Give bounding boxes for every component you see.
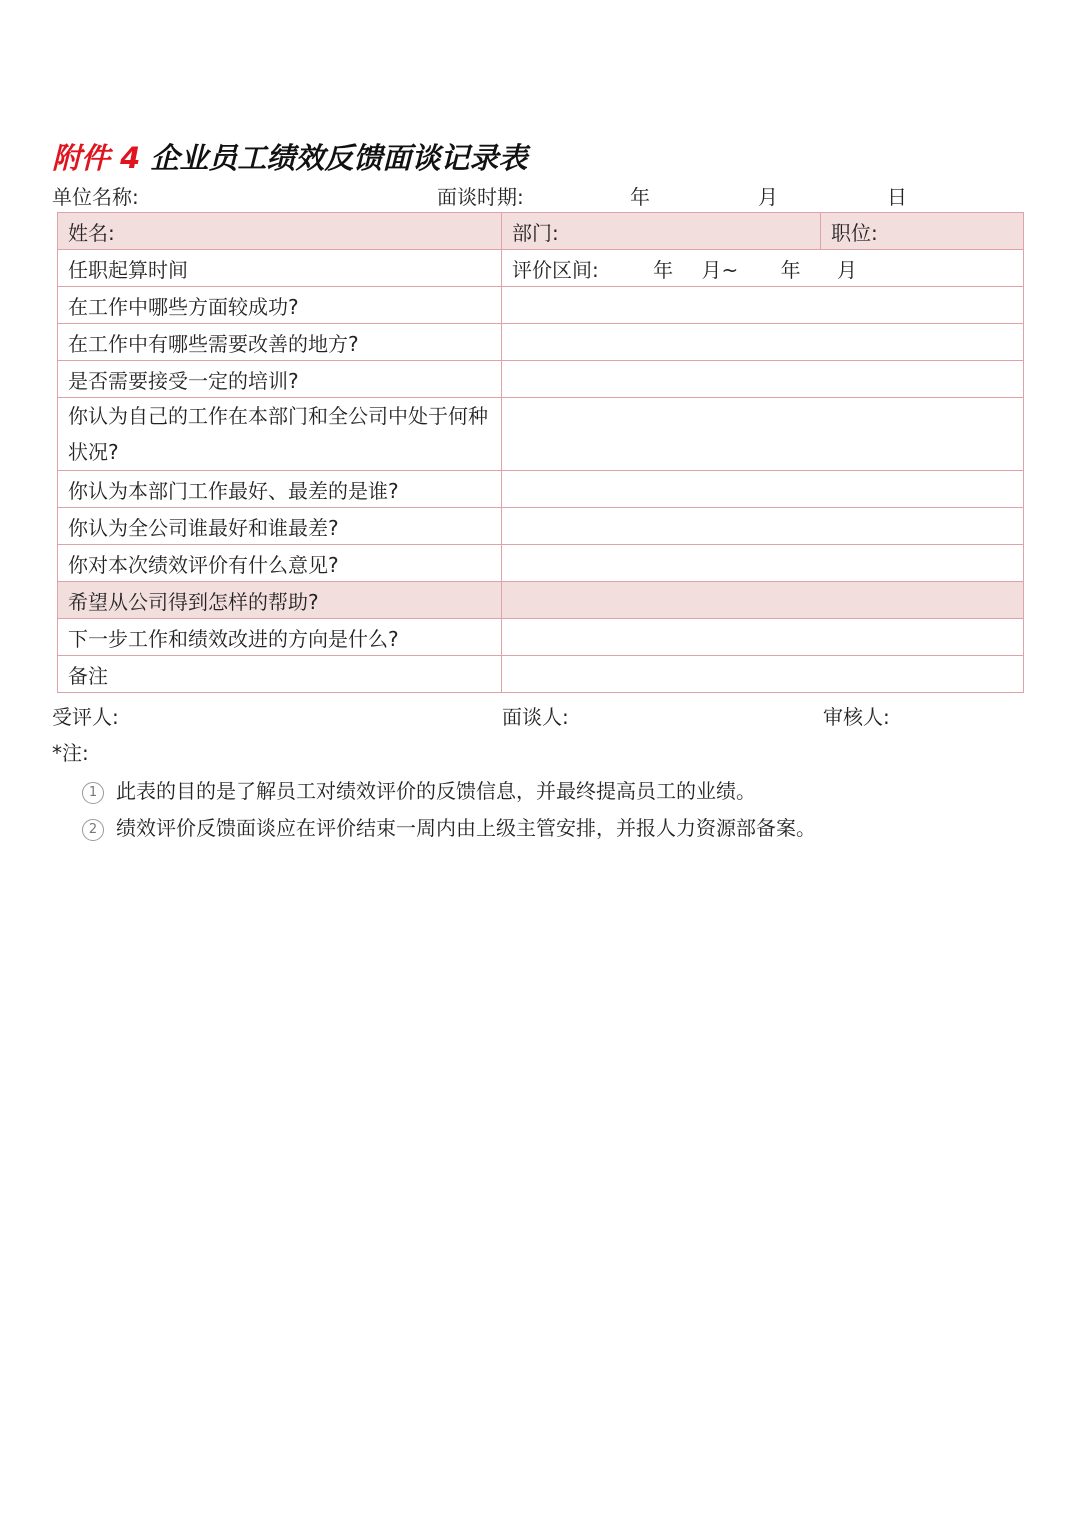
title-prefix: 附件 4 <box>52 141 141 175</box>
name-label: 姓名: <box>68 220 115 245</box>
answer-cell[interactable] <box>502 398 1024 471</box>
answer-cell[interactable] <box>502 508 1024 545</box>
note-text: 绩效评价反馈面谈应在评价结束一周内由上级主管安排，并报人力资源部备案。 <box>116 816 816 840</box>
table-row <box>58 213 1024 250</box>
table-row <box>58 545 1024 582</box>
note-item <box>82 812 816 841</box>
note-text: 此表的目的是了解员工对绩效评价的反馈信息，并最终提高员工的业绩。 <box>116 779 756 803</box>
eval-year-start: 年 <box>653 257 674 282</box>
answer-cell[interactable] <box>502 545 1024 582</box>
position-cell[interactable] <box>821 213 1024 250</box>
notes-heading: *注: <box>52 741 89 765</box>
date-month-label: 月 <box>758 185 778 209</box>
eval-month-start: 月~ <box>701 257 739 282</box>
remarks-label: 备注 <box>58 656 502 693</box>
approver-label: 审核人: <box>823 705 890 729</box>
table-row <box>58 324 1024 361</box>
department-cell[interactable] <box>502 213 821 250</box>
table-row <box>58 656 1024 693</box>
question-label: 在工作中有哪些需要改善的地方? <box>58 324 502 361</box>
eval-month-end: 月 <box>836 257 857 282</box>
name-cell[interactable] <box>58 213 502 250</box>
remarks-cell[interactable] <box>502 656 1024 693</box>
table-row <box>58 398 1024 471</box>
table-row <box>58 471 1024 508</box>
table-row <box>58 582 1024 619</box>
table-row <box>58 508 1024 545</box>
interview-date-label: 面谈时期: <box>437 185 524 209</box>
interview-record-table <box>57 212 1024 693</box>
question-label: 你认为本部门工作最好、最差的是谁? <box>58 471 502 508</box>
date-year-label: 年 <box>630 185 650 209</box>
answer-cell[interactable] <box>502 471 1024 508</box>
table-row <box>58 619 1024 656</box>
question-label: 是否需要接受一定的培训? <box>58 361 502 398</box>
eval-year-end: 年 <box>780 257 801 282</box>
answer-cell[interactable] <box>502 619 1024 656</box>
note-number: 1 <box>82 782 104 804</box>
table-row <box>58 287 1024 324</box>
unit-name-label: 单位名称: <box>52 185 139 209</box>
page-title <box>52 136 527 177</box>
date-day-label: 日 <box>887 185 907 209</box>
answer-cell[interactable] <box>502 324 1024 361</box>
question-label: 下一步工作和绩效改进的方向是什么? <box>58 619 502 656</box>
question-label: 在工作中哪些方面较成功? <box>58 287 502 324</box>
answer-cell[interactable] <box>502 287 1024 324</box>
question-label: 希望从公司得到怎样的帮助? <box>58 582 502 619</box>
title-main: 企业员工绩效反馈面谈记录表 <box>150 141 528 175</box>
reviewee-label: 受评人: <box>52 705 119 729</box>
table-row <box>58 361 1024 398</box>
position-label: 职位: <box>831 220 878 245</box>
question-label: 你认为自己的工作在本部门和全公司中处于何种状况? <box>58 398 502 471</box>
question-label: 你对本次绩效评价有什么意见? <box>58 545 502 582</box>
note-item <box>82 775 756 804</box>
start-time-label: 任职起算时间 <box>58 250 502 287</box>
eval-period-cell[interactable] <box>502 250 1024 287</box>
question-label: 你认为全公司谁最好和谁最差? <box>58 508 502 545</box>
table-row <box>58 250 1024 287</box>
answer-cell[interactable] <box>502 361 1024 398</box>
department-label: 部门: <box>512 220 559 245</box>
eval-period-label: 评价区间: <box>512 257 599 282</box>
note-number: 2 <box>82 819 104 841</box>
interviewer-label: 面谈人: <box>502 705 569 729</box>
answer-cell[interactable] <box>502 582 1024 619</box>
